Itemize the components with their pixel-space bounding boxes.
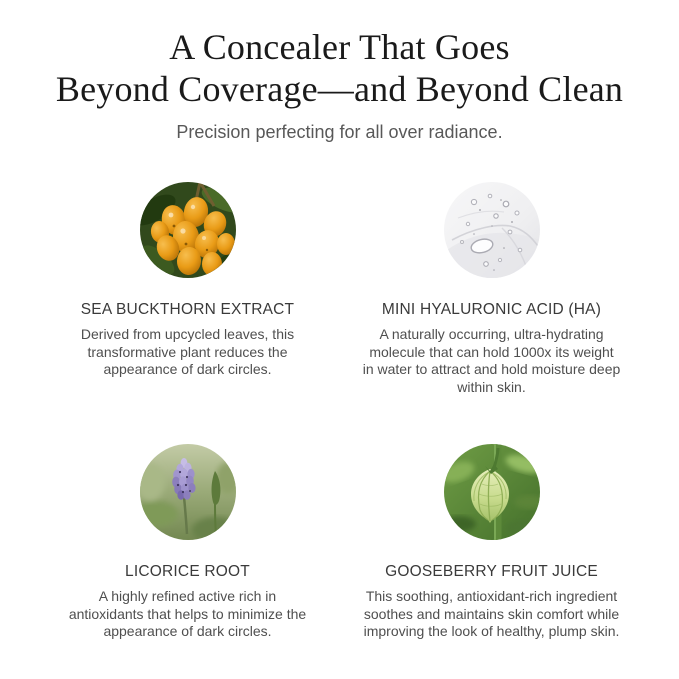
page-title-line2: Beyond Coverage—and Beyond Clean <box>55 69 624 109</box>
licorice-root-image <box>140 444 236 540</box>
gooseberry-physalis-icon <box>444 444 540 540</box>
hyaluronic-acid-image <box>444 182 540 278</box>
ingredient-row-bottom <box>0 444 679 641</box>
ingredient-title: MINI HYALURONIC ACID (HA) <box>381 301 602 318</box>
licorice-flower-icon <box>140 444 236 540</box>
ingredient-row-top <box>0 182 679 396</box>
ingredient-description: This soothing, antioxidant-rich ingredient soothes and maintains skin comfort while improving the look of healthy, plump skin. <box>363 588 620 639</box>
ingredient-description: Derived from upcycled leaves, this transformative plant reduces the appearance of dark circles. <box>80 326 295 377</box>
ingredient-card-gooseberry <box>352 444 632 641</box>
page-title <box>0 26 679 110</box>
ingredient-title: LICORICE ROOT <box>125 563 250 580</box>
gooseberry-image <box>444 444 540 540</box>
ingredient-card-sea-buckthorn <box>48 182 328 396</box>
gel-texture-icon <box>444 182 540 278</box>
sea-buckthorn-image <box>140 182 236 278</box>
ingredient-title: GOOSEBERRY FRUIT JUICE <box>385 563 598 580</box>
page-subtitle: Precision perfecting for all over radiance. <box>176 122 503 142</box>
ingredient-description: A naturally occurring, ultra-hydrating molecule that can hold 1000x its weight in water to attract and hold moisture deep within skin. <box>362 326 621 395</box>
ingredient-card-hyaluronic-acid <box>352 182 632 396</box>
page-title-line1: A Concealer That Goes <box>169 27 510 67</box>
ingredient-title: SEA BUCKTHORN EXTRACT <box>80 301 295 318</box>
ingredient-card-licorice-root <box>48 444 328 641</box>
ingredient-description: A highly refined active rich in antioxidants that helps to minimize the appearance of dark circles. <box>68 588 307 639</box>
sea-buckthorn-berries-icon <box>140 182 236 278</box>
